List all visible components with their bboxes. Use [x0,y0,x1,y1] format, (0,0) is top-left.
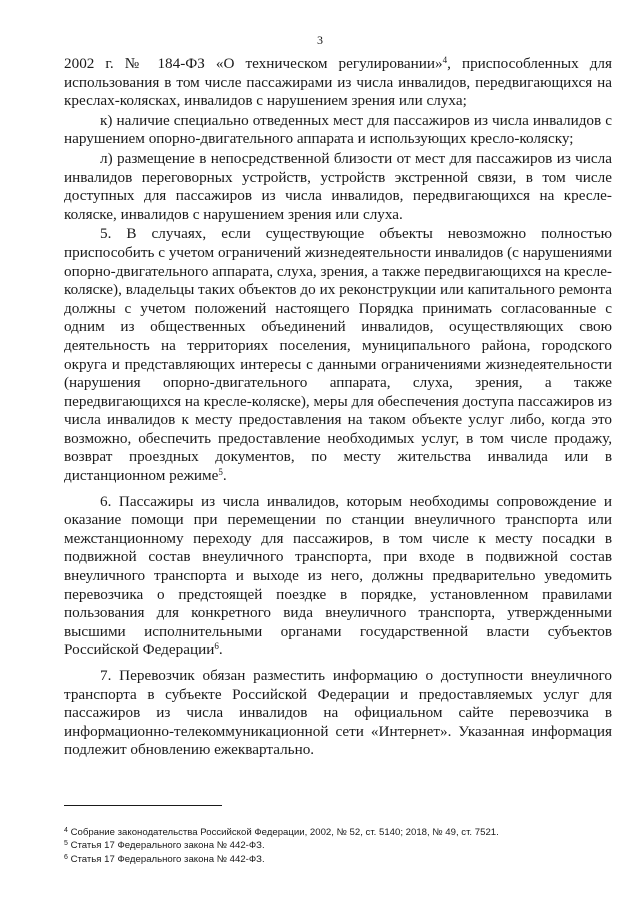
footnote-4 [64,826,624,839]
paragraph-item-l [64,150,612,224]
footnote-6 [64,853,624,866]
footnote-ref: 4 [442,55,448,65]
footnote-mark: 5 [64,840,68,848]
footnote-mark: 4 [64,827,68,834]
body-text [64,55,612,760]
paragraph-7 [64,667,612,760]
paragraph-text: к) наличие специально отведенных мест для пассажиров из числа инвалидов с нарушением опорно-двигательного аппарата и использующих кресло-коляску; [64,111,612,148]
paragraph-text: л) размещение в непосредственной близости от мест для пассажиров из числа инвалидов переговорных устройств, устройств экстренной связи, в том числе доступных для пассажиров из числа инвалидов, передвигающихся на кресле-коляске, инвалидов с нарушением зрения или слуха. [64,149,612,223]
footnote-5 [64,839,624,852]
paragraph-tail: . [218,641,223,659]
footnote-mark: 6 [64,853,68,861]
footnote-ref: 5 [218,467,223,478]
paragraph-tail: , приспособленных для использования в том числе пассажирами из числа инвалидов, передвигающихся на креслах-колясках, инвалидов с нарушением зрения или слуха; [64,55,612,110]
paragraph-text: 6. Пассажиры из числа инвалидов, которым необходимы сопровождение и оказание помощи при перемещении по станции внеуличного транспорта или межстанционному переходу для пассажиров, в том числе к месту посадки в подвижной состав внеуличного транспорта, при входе в подвижной состав внеуличного транспорта и выходе из него, должны предварительно уведомить перевозчика о предстоящей поездке в порядке, установленном правилами пользования для конкретного вида внеуличного транспорта, утвержденными высшими исполнительными органами государственной власти субъектов Российской Федерации [64,492,612,659]
footnote-text: Собрание законодательства Российской Федерации, 2002, № 52, ст. 5140; 2018, № 49, ст. 7521. [67,827,499,838]
paragraph-6 [64,493,612,660]
paragraph-text: 2002 г. № 184-ФЗ «О техническом регулировании» [64,55,443,72]
footnote-text: Статья 17 Федерального закона № 442-ФЗ. [67,853,265,865]
paragraph-continuation [64,55,612,111]
paragraph-5 [64,225,612,485]
paragraph-tail: . [222,467,227,485]
page-number: 3 [317,33,323,47]
footnote-text: Статья 17 Федерального закона № 442-ФЗ. [67,840,265,852]
paragraph-text: 7. Перевозчик обязан разместить информацию о доступности внеуличного транспорта в субъекте Российской Федерации и предоставляемых услуг для пассажиров из числа инвалидов на официальном сайте перевозчика в информационно-телекоммуникационной сети «Интернет». Указанная информация подлежит обновлению ежеквартально. [64,667,612,759]
footnote-ref: 6 [214,641,219,652]
paragraph-text: 5. В случаях, если существующие объекты невозможно полностью приспособить с учетом ограничений жизнедеятельности инвалидов (с нарушениями опорно-двигательного аппарата, слуха, зрения, а также передвигающихся на кресле-коляске), владельцы таких объектов до их реконструкции или капитального ремонта должны с учетом положений настоящего Порядка принимать согласованные с одним из общественных объединений инвалидов, осуществляющих свою деятельность на территориях поселения, муниципального района, городского округа и представляющих интересы с данными ограничениями жизнедеятельности (нарушения опорно-двигательного аппарата, слуха, зрения, а также передвигающихся на кресле-коляске), меры для обеспечения доступа пассажиров из числа инвалидов к месту предоставления на таком объекте услуг либо, когда это возможно, обеспечить предоставление необходимых услуг, в том числе продажу, возврат проездных документов, по месту жительства инвалида или в дистанционном режиме [64,225,612,485]
footnote-divider [64,805,222,806]
footnotes [64,826,624,866]
paragraph-item-k [64,112,612,149]
